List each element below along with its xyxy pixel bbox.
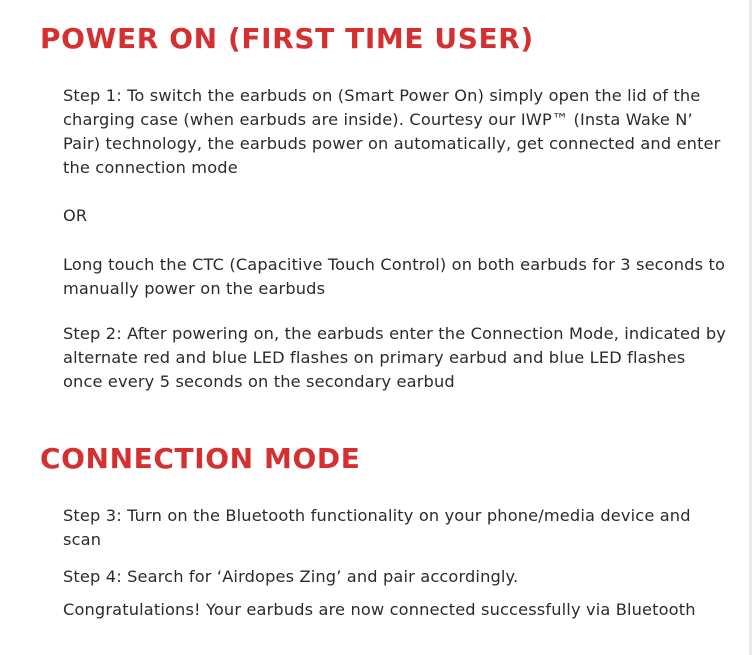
step-3-text: Step 3: Turn on the Bluetooth functionality on your phone/media device and scan (63, 506, 691, 549)
section-heading-power-on: POWER ON (FIRST TIME USER) (40, 22, 534, 55)
step-2-text: Step 2: After powering on, the earbuds enter the Connection Mode, indicated by alternate red and blue LED flashes on primary earbud and blue LED flashes once every 5 seconds on the secondary earbud (63, 324, 727, 391)
step-4-text: Step 4: Search for ‘Airdopes Zing’ and pair accordingly. (63, 567, 519, 586)
or-text: OR (63, 206, 88, 225)
section-heading-connection-mode: CONNECTION MODE (40, 442, 361, 475)
congratulations-text: Congratulations! Your earbuds are now connected successfully via Bluetooth (63, 600, 696, 619)
long-touch-text: Long touch the CTC (Capacitive Touch Control) on both earbuds for 3 seconds to manually power on the earbuds (63, 255, 726, 298)
step-1-text: Step 1: To switch the earbuds on (Smart Power On) simply open the lid of the charging case (when earbuds are inside). Courtesy our IWP™ (Insta Wake N’ Pair) technology, the earbuds power on automatically, get connected and enter the connection mode (63, 86, 721, 177)
